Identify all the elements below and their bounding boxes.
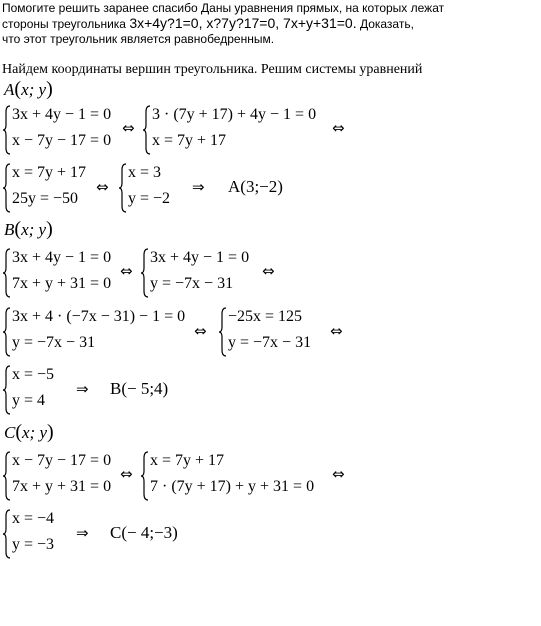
- equivalence-icon: ⇔: [332, 119, 345, 137]
- equation: x = 7y + 17: [150, 452, 225, 469]
- equivalence-icon: ⇔: [96, 178, 109, 196]
- question-equations: 3x+4y?1=0, x?7y?17=0, 7x+y+31=0.: [129, 15, 357, 31]
- system-a-1: [2, 104, 142, 156]
- equivalence-icon: ⇔: [120, 465, 133, 483]
- system-c-2: [140, 450, 340, 502]
- equation: x = 7y + 17: [12, 164, 87, 181]
- brace-icon: [2, 450, 12, 502]
- system-b-2: [140, 247, 270, 299]
- equation: y = −3: [12, 536, 55, 553]
- equation: y = −7x − 31: [228, 334, 312, 351]
- system-b-5: [2, 364, 72, 416]
- vertex-b-result: B(− 5;4): [110, 379, 169, 398]
- equivalence-icon: ⇔: [262, 262, 275, 280]
- vertex-c-label: C(x; y): [4, 421, 54, 443]
- brace-icon: [142, 104, 152, 156]
- brace-icon: [2, 247, 12, 299]
- brace-icon: [2, 508, 12, 560]
- implies-icon: ⇒: [192, 178, 205, 196]
- equation: 7x + y + 31 = 0: [12, 478, 112, 495]
- vertex-c-result: C(− 4;−3): [110, 523, 178, 542]
- equivalence-icon: ⇔: [332, 465, 345, 483]
- equation: 3x + 4y − 1 = 0: [12, 106, 112, 123]
- brace-icon: [118, 162, 128, 214]
- equivalence-icon: ⇔: [330, 322, 343, 340]
- equation: 3x + 4 · (−7x − 31) − 1 = 0: [12, 308, 186, 325]
- system-b-4: [218, 306, 338, 358]
- question-line-3: что этот треугольник является равнобедренным.: [2, 32, 275, 46]
- brace-icon: [140, 247, 150, 299]
- implies-icon: ⇒: [76, 524, 89, 542]
- equation: x − 7y − 17 = 0: [12, 452, 112, 469]
- system-c-3: [2, 508, 72, 560]
- equation: x = −4: [12, 510, 55, 527]
- equation: x = 3: [128, 164, 162, 181]
- equation: 3x + 4y − 1 = 0: [150, 249, 250, 266]
- system-a-2: [142, 104, 342, 156]
- equation: x = 7y + 17: [152, 132, 227, 149]
- brace-icon: [2, 306, 12, 358]
- system-b-1: [2, 247, 122, 299]
- equation: 7 · (7y + 17) + y + 31 = 0: [150, 478, 315, 495]
- question-line-2: [2, 16, 522, 32]
- system-c-1: [2, 450, 122, 502]
- question-line-2-end: Доказать,: [356, 17, 414, 31]
- brace-icon: [218, 306, 228, 358]
- equation: 7x + y + 31 = 0: [12, 275, 112, 292]
- system-b-3: [2, 306, 202, 358]
- brace-icon: [2, 104, 12, 156]
- system-a-4: [118, 162, 188, 214]
- equation: y = 4: [12, 392, 46, 409]
- brace-icon: [2, 162, 12, 214]
- equation: x = −5: [12, 366, 55, 383]
- implies-icon: ⇒: [76, 380, 89, 398]
- solution-intro: Найдем координаты вершин треугольника. Решим системы уравнений: [2, 62, 423, 77]
- equation: y = −7x − 31: [150, 275, 234, 292]
- equation: x − 7y − 17 = 0: [12, 132, 112, 149]
- vertex-b-label: B(x; y): [4, 218, 53, 240]
- equivalence-icon: ⇔: [120, 262, 133, 280]
- equation: 25y = −50: [12, 190, 79, 207]
- vertex-a-result: A(3;−2): [228, 177, 283, 196]
- question-text: [2, 1, 522, 47]
- system-a-3: [2, 162, 102, 214]
- brace-icon: [2, 364, 12, 416]
- equation: 3x + 4y − 1 = 0: [12, 249, 112, 266]
- equivalence-icon: ⇔: [194, 322, 207, 340]
- question-line-2-start: стороны треугольника: [2, 17, 130, 31]
- brace-icon: [140, 450, 150, 502]
- equation: −25x = 125: [228, 308, 303, 325]
- equivalence-icon: ⇔: [122, 119, 135, 137]
- equation: y = −7x − 31: [12, 334, 96, 351]
- equation: 3 · (7y + 17) + 4y − 1 = 0: [152, 106, 317, 123]
- question-line-1: Помогите решить заранее спасибо Даны уравнения прямых, на которых лежат: [2, 1, 445, 15]
- vertex-a-label: A(x; y): [4, 78, 53, 100]
- equation: y = −2: [128, 190, 171, 207]
